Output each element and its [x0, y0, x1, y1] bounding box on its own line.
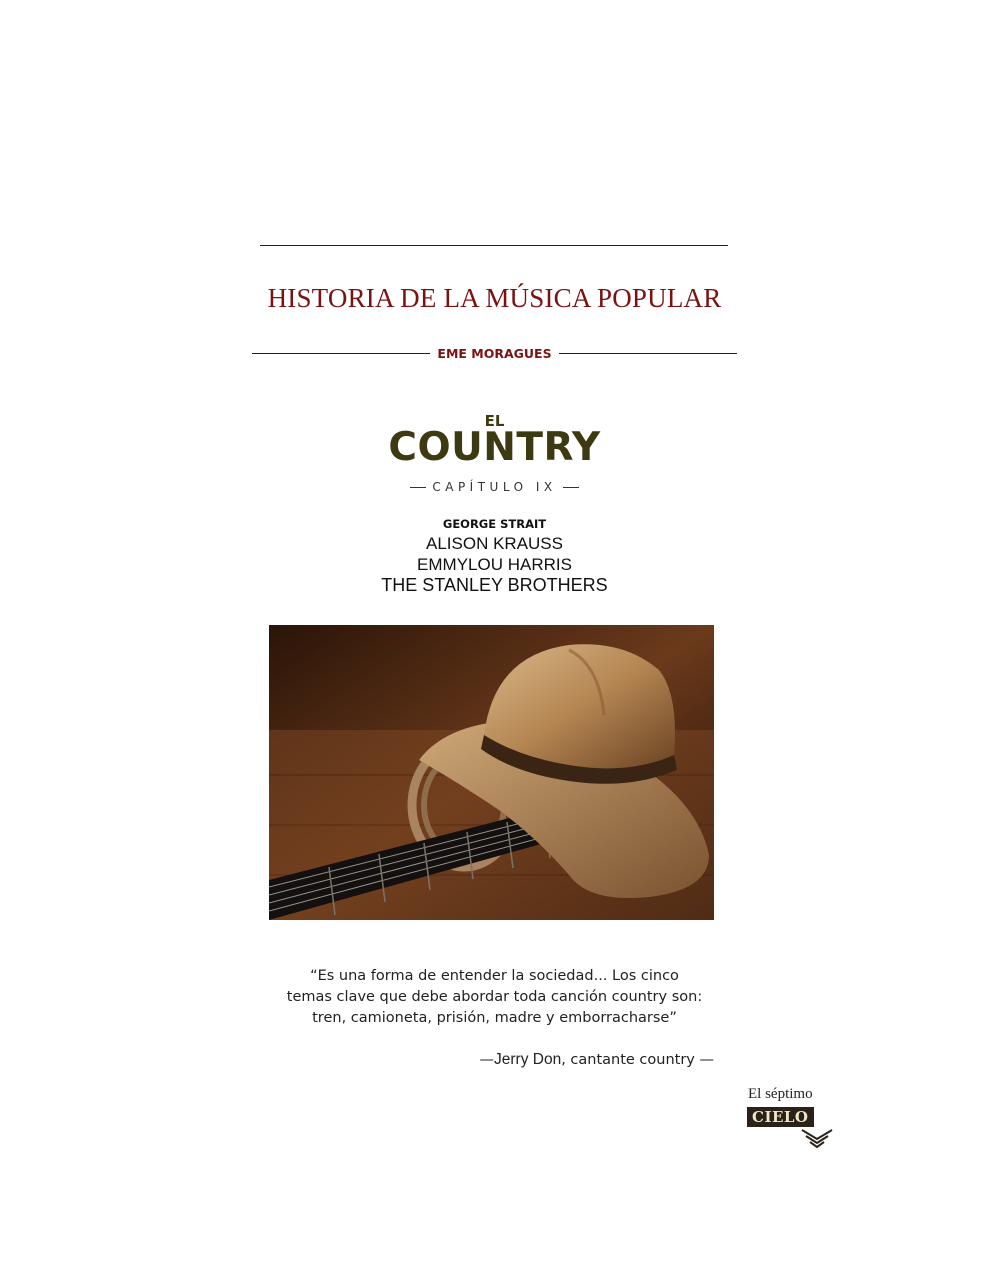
logo-line-2: CIELO	[747, 1107, 814, 1127]
logo-line-1: El séptimo	[748, 1086, 813, 1102]
artist-item: GEORGE STRAIT	[442, 517, 547, 531]
quote-line: “Es una forma de entender la sociedad... Los cinco	[310, 968, 679, 984]
quote-line: temas clave que debe abordar toda canción country son:	[286, 989, 703, 1005]
author-rule-right	[559, 353, 737, 354]
quote-block	[0, 966, 989, 1029]
quote-author-role: , cantante country —	[561, 1052, 714, 1068]
artist-list	[0, 516, 989, 596]
attribution-dash: —	[479, 1052, 494, 1068]
series-title: HISTORIA DE LA MÚSICA POPULAR	[267, 283, 722, 313]
artist-item: THE STANLEY BROTHERS	[381, 575, 608, 595]
chapter-number-row	[0, 480, 989, 494]
author-name: EME MORAGUES	[437, 345, 552, 361]
chapter-title: COUNTRY	[388, 425, 601, 470]
author-row	[252, 343, 737, 363]
quote-author: Jerry Don	[494, 1051, 562, 1068]
quote-attribution	[480, 1051, 715, 1069]
chapter-number: CAPÍTULO IX	[432, 480, 557, 494]
chevron-down-icon	[800, 1126, 834, 1152]
author-rule-left	[252, 353, 430, 354]
artist-item: EMMYLOU HARRIS	[417, 555, 572, 574]
quote-line: tren, camioneta, prisión, madre y emborracharse”	[312, 1010, 677, 1026]
publisher-logo	[744, 1086, 836, 1154]
chapter-dash-right	[563, 487, 579, 488]
chapter-dash-left	[410, 487, 426, 488]
chapter-article: EL	[484, 412, 505, 430]
hat-guitar-illustration	[269, 625, 714, 920]
artist-item: ALISON KRAUSS	[426, 534, 563, 553]
top-rule	[260, 245, 728, 246]
cover-photo	[269, 625, 714, 920]
